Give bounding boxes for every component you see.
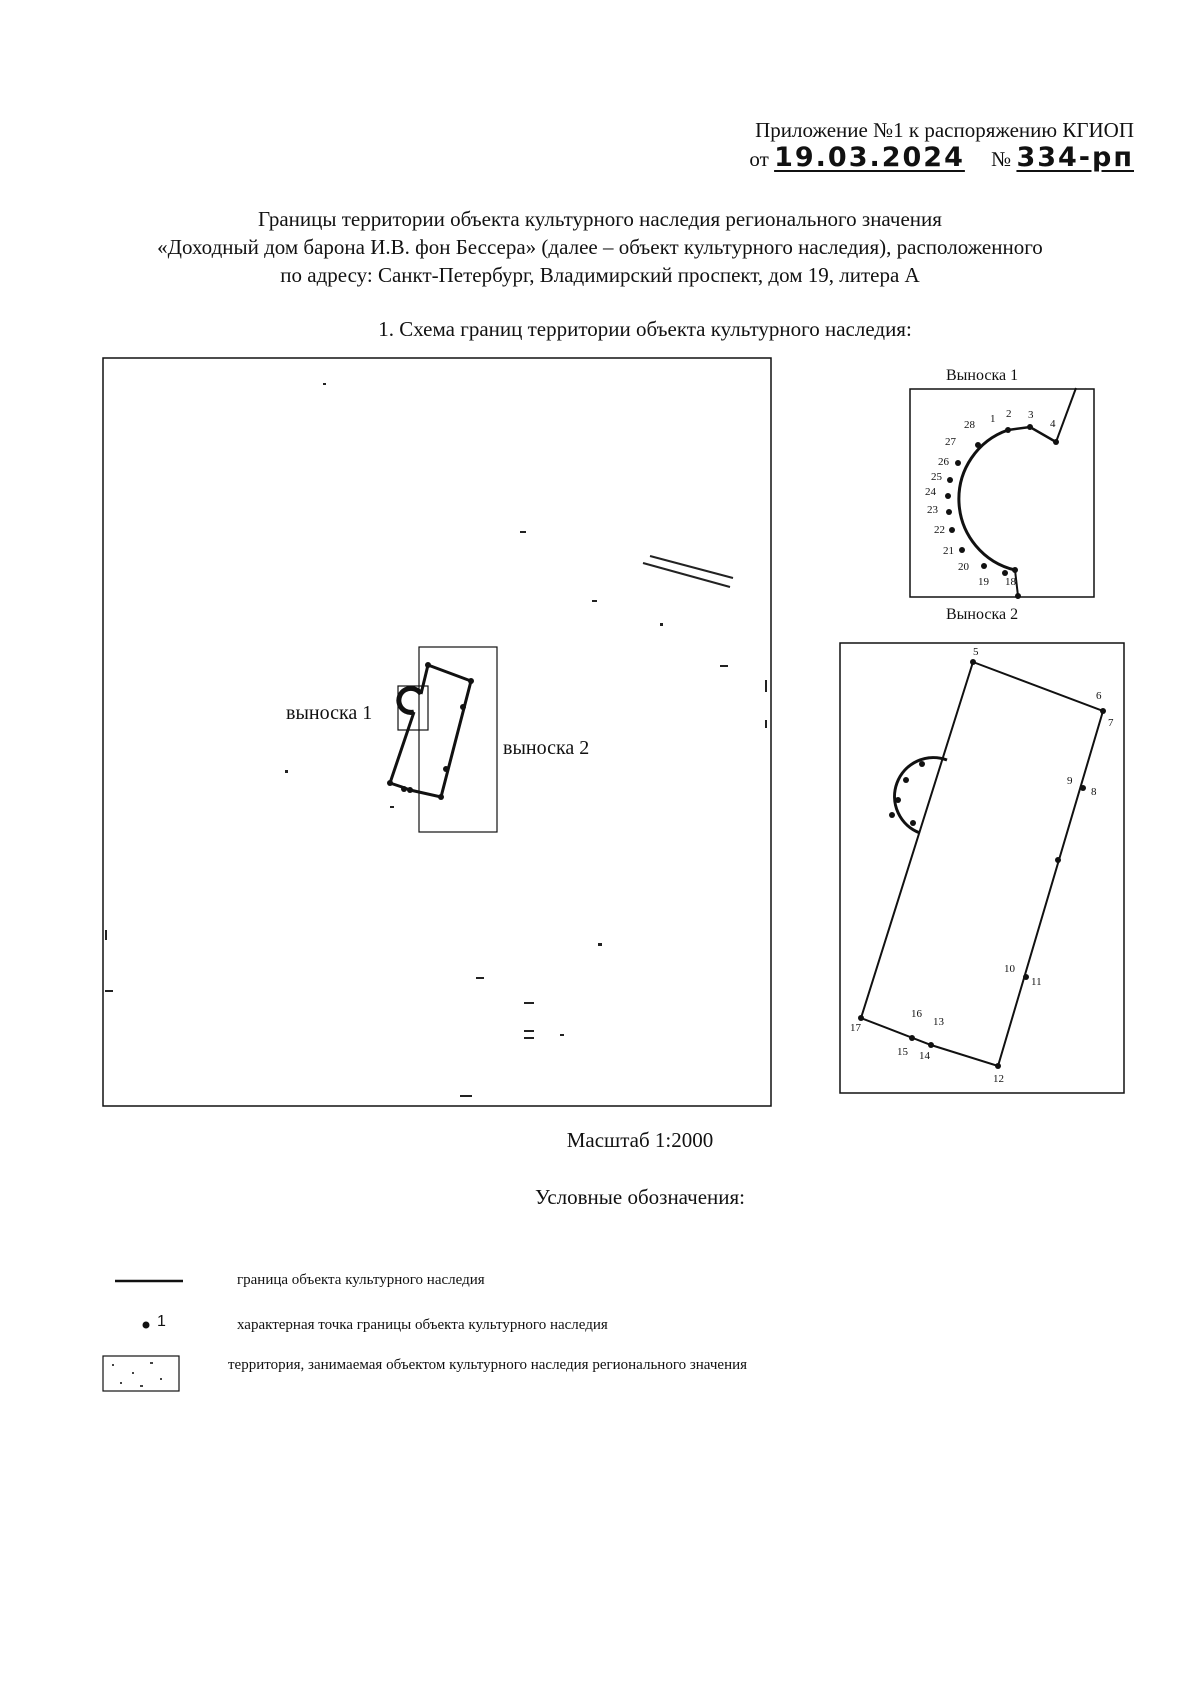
inset2-point-label: 15 [897, 1046, 908, 1058]
inset1-point-label: 23 [927, 504, 938, 516]
inset2-points [858, 659, 1106, 1069]
inset2-point-label: 9 [1067, 775, 1073, 787]
inset2-point-label: 8 [1091, 786, 1097, 798]
inset2-point-label: 10 [1004, 963, 1015, 975]
inset2-title: Выноска 2 [946, 606, 1019, 623]
main-boundary [390, 665, 471, 797]
inset1-point-label: 1 [990, 413, 996, 425]
inset1-point-label: 24 [925, 486, 936, 498]
inset2-point-label: 11 [1031, 976, 1042, 988]
inset1-arc [959, 430, 1015, 570]
inset1-point-label: 19 [978, 576, 989, 588]
scale-text: Масштаб 1:2000 [566, 1128, 714, 1152]
inset1-point-label: 22 [934, 524, 945, 536]
legend-title: Условные обозначения: [534, 1185, 746, 1209]
inset1-point-label: 3 [1028, 409, 1034, 421]
main-map-frame [103, 358, 771, 1106]
legend-item-boundary: граница объекта культурного наследия [237, 1272, 485, 1288]
map-road-lines [643, 556, 733, 587]
inset2-point-label: 17 [850, 1022, 861, 1034]
map-noise-marks [105, 383, 767, 1097]
inset1-point-label: 2 [1006, 408, 1012, 420]
main-boundary-arc [399, 688, 421, 712]
inset1-point-label: 25 [931, 471, 942, 483]
legend-item-point: характерная точка границы объекта культурного наследия [237, 1317, 608, 1333]
inset2-point-label: 16 [911, 1008, 922, 1020]
callout1-label: выноска 1 [286, 702, 373, 724]
title-line-3: по адресу: Санкт-Петербург, Владимирский проспект, дом 19, литера А [280, 263, 920, 287]
callout2-label: выноска 2 [503, 737, 590, 759]
inset2-point-label: 5 [973, 646, 979, 658]
inset1-title: Выноска 1 [946, 367, 1019, 384]
appendix-header: Приложение №1 к распоряжению КГИОП [755, 118, 1134, 142]
legend-point-number: 1 [157, 1313, 166, 1330]
inset1-point-label: 26 [938, 456, 949, 468]
inset1-point-label: 27 [945, 436, 956, 448]
inset2-point-label: 7 [1108, 717, 1114, 729]
inset2-point-label: 13 [933, 1016, 944, 1028]
inset1-point-label: 20 [958, 561, 969, 573]
inset1-point-label: 28 [964, 419, 975, 431]
inset2-point-label: 12 [993, 1073, 1004, 1085]
section-heading: 1. Схема границ территории объекта культурного наследия: [378, 317, 912, 341]
title-line-1: Границы территории объекта культурного наследия регионального значения [258, 207, 942, 231]
number-prefix: № [991, 147, 1012, 171]
inset2-point-label: 6 [1096, 690, 1102, 702]
main-boundary-points [387, 662, 474, 800]
legend-item-territory: территория, занимаемая объектом культурного наследия регионального значения [228, 1357, 748, 1373]
inset2-boundary [861, 662, 1103, 1066]
inset1-point-label: 21 [943, 545, 954, 557]
title-line-2: «Доходный дом барона И.В. фон Бессера» (далее – объект культурного наследия), расположенного [157, 235, 1043, 259]
decree-date: 19.03.2024 [774, 142, 965, 173]
legend-hatch-dots [112, 1362, 162, 1387]
date-prefix: от [749, 147, 769, 171]
decree-number: 334-рп [1016, 142, 1134, 173]
inset1-point-label: 4 [1050, 418, 1056, 430]
legend-point-symbol [143, 1322, 150, 1329]
inset1-point-label: 18 [1005, 576, 1016, 588]
inset2-point-label: 14 [919, 1050, 930, 1062]
